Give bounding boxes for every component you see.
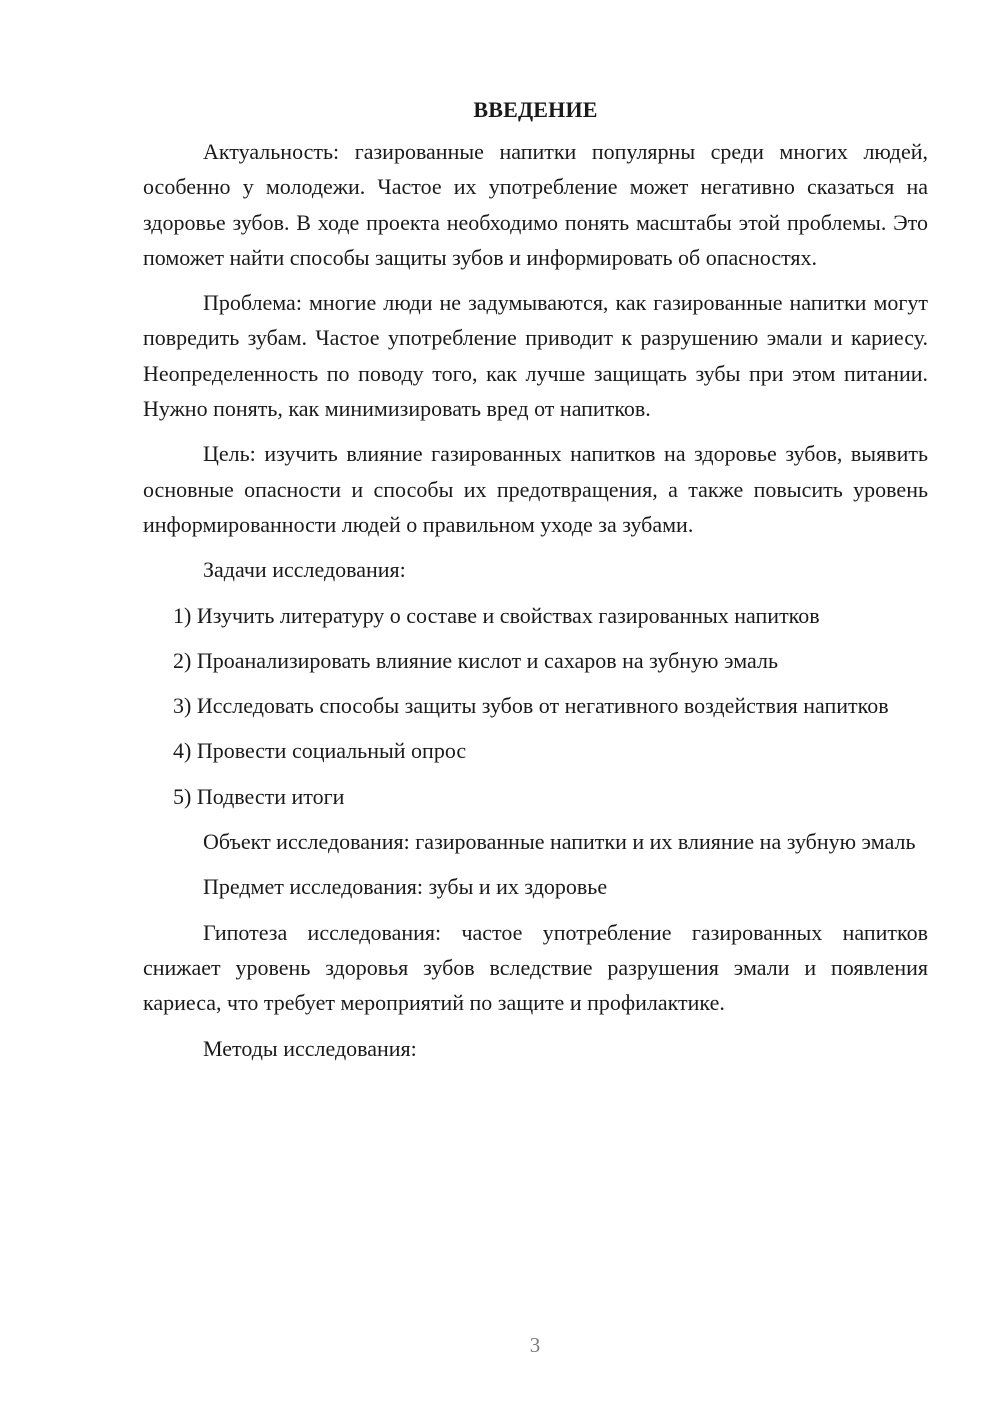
task-item-3: 3) Исследовать способы защиты зубов от негативного воздействия напитков <box>173 693 889 719</box>
subject-paragraph: Предмет исследования: зубы и их здоровье <box>203 874 608 900</box>
task-item-1: 1) Изучить литературу о составе и свойствах газированных напитков <box>173 602 820 628</box>
task-item-5: 5) Подвести итоги <box>173 783 345 809</box>
task-item-2: 2) Проанализировать влияние кислот и сахаров на зубную эмаль <box>173 647 778 673</box>
page-number: 3 <box>529 1333 541 1357</box>
tasks-heading: Задачи исследования: <box>203 557 406 583</box>
methods-paragraph: Методы исследования: <box>203 1035 417 1061</box>
relevance-paragraph: Актуальность: газированные напитки популярны среди многих людей, особенно у молодежи. Частое их употребление может негативно сказаться на здоровье зубов. В ходе проекта необходимо понять масштабы этой проблемы. Это поможет найти способы защиты зубов и информировать об опасностях. <box>143 139 928 270</box>
task-item-4: 4) Провести социальный опрос <box>173 738 467 764</box>
page-content <box>143 92 928 1076</box>
object-paragraph: Объект исследования: газированные напитки и их влияние на зубную эмаль <box>203 829 916 855</box>
goal-paragraph: Цель: изучить влияние газированных напитков на здоровье зубов, выявить основные опасности и способы их предотвращения, а также повысить уровень информированности людей о правильном уходе за зубами. <box>143 441 928 537</box>
problem-paragraph: Проблема: многие люди не задумываются, как газированные напитки могут повредить зубам. Частое употребление приводит к разрушению эмали и кариесу. Неопределенность по поводу того, как лучше защищать зубы при этом питании. Нужно понять, как минимизировать вред от напитков. <box>143 290 928 422</box>
hypothesis-paragraph: Гипотеза исследования: частое употребление газированных напитков снижает уровень здоровья зубов вследствие разрушения эмали и появления кариеса, что требует мероприятий по защите и профилактике. <box>143 919 928 1016</box>
section-title: ВВЕДЕНИЕ <box>473 97 598 122</box>
